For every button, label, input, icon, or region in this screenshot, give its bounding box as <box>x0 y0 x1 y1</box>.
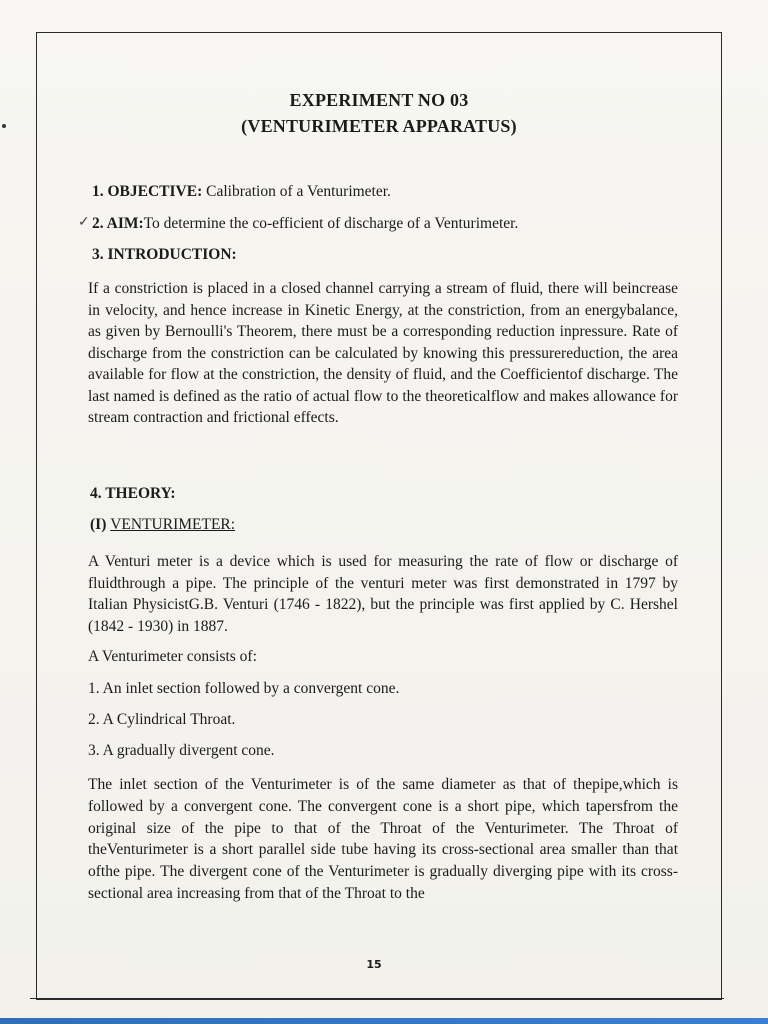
check-mark-icon: ✓ <box>78 215 90 230</box>
objective-label: 1. OBJECTIVE: <box>92 183 203 200</box>
experiment-title: EXPERIMENT NO 03 <box>289 90 469 110</box>
page-number: 15 <box>366 958 382 971</box>
list-item: 3. A gradually divergent cone. <box>88 742 275 759</box>
aim-text: To determine the co-efficient of discharge of a Venturimeter. <box>143 215 519 232</box>
list-item: 2. A Cylindrical Throat. <box>88 711 236 728</box>
venturimeter-subheading <box>90 516 235 534</box>
consists-line: A Venturimeter consists of: <box>88 648 257 665</box>
subheading-text: VENTURIMETER: <box>110 516 236 533</box>
experiment-subtitle: (VENTURIMETER APPARATUS) <box>241 116 517 136</box>
list-item: 1. An inlet section followed by a convergent cone. <box>88 680 400 697</box>
subheading-prefix: (I) <box>90 516 111 533</box>
introduction-body: If a constriction is placed in a closed channel carrying a stream of fluid, there will beincrease in velocity, and hence increase in Kinetic Energy, at the constriction, from an energybalance, as given by Bernoulli's Theorem, there must be a corresponding reduction inpressure. Rate of discharge from the constriction can be calculated by knowing this pressurereduction, the area available for flow at the constriction, the density of fluid, and the Coefficientof discharge. The last named is defined as the ratio of actual flow to the theoreticalflow and makes allowance for stream contraction and frictional effects. <box>88 280 678 426</box>
aim-line <box>92 215 518 233</box>
venturi-parts-description: The inlet section of the Venturimeter is of the same diameter as that of thepipe,which is followed by a convergent cone. The convergent cone is a short pipe, which tapersfrom the original size of the pipe to that of the Throat of the Venturimeter. The Throat of theVenturimeter is a short parallel side tube having its cross-sectional area smaller than that ofthe pipe. The divergent cone of the Venturimeter is gradually diverging pipe with its cross-sectional area increasing from that of the Throat to the <box>88 776 678 902</box>
margin-dot <box>2 124 6 128</box>
page-border-bottom-line <box>30 998 724 999</box>
objective-text: Calibration of a Venturimeter. <box>202 183 391 200</box>
venturi-description: A Venturi meter is a device which is used for measuring the rate of flow or discharge of fluidthrough a pipe. The principle of the venturi meter was first demonstrated in 1797 by Italian PhysicistG.B. Venturi (1746 - 1822), but the principle was first applied by C. Hershel (1842 - 1930) in 1887. <box>88 553 678 635</box>
scan-edge <box>0 1018 768 1024</box>
objective-line <box>92 183 391 201</box>
theory-heading: 4. THEORY: <box>90 485 176 502</box>
introduction-heading: 3. INTRODUCTION: <box>92 246 237 263</box>
aim-label: 2. AIM: <box>92 215 144 232</box>
